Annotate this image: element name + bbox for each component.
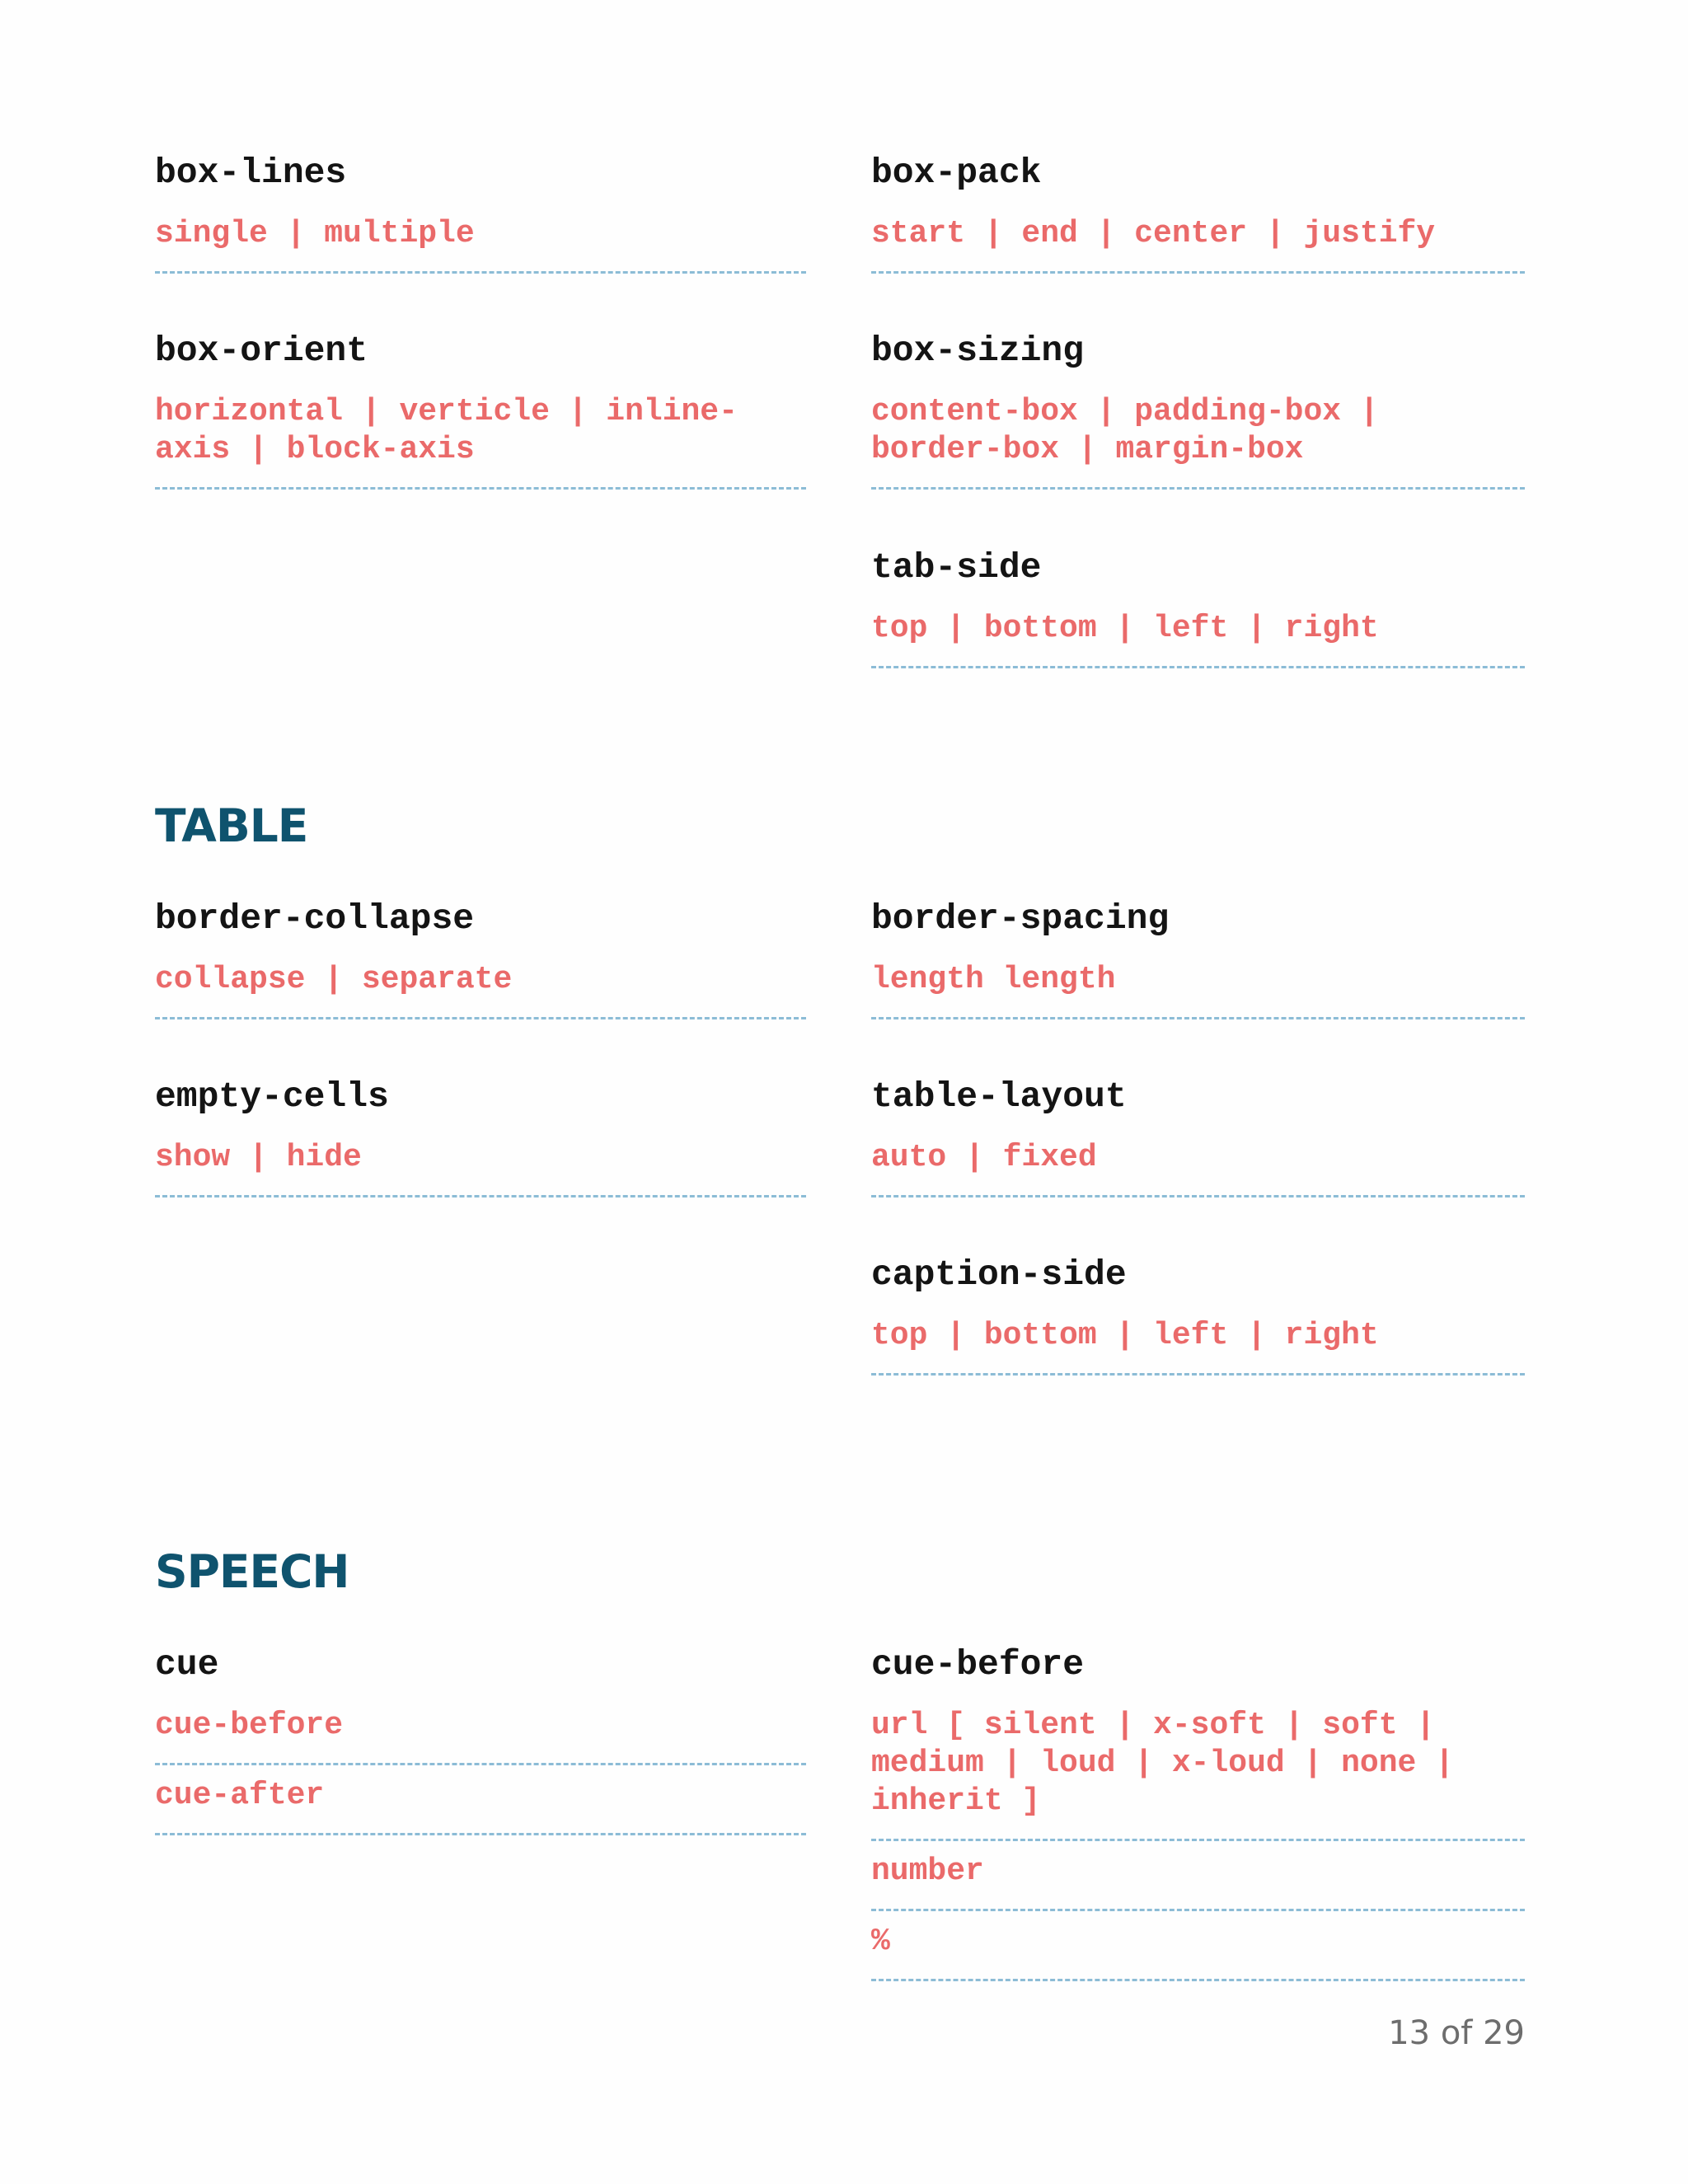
entry-border-spacing bbox=[871, 898, 1525, 1019]
property-name: box-lines bbox=[155, 152, 347, 193]
entry-table-layout bbox=[871, 1076, 1525, 1197]
section-title-speech: SPEECH bbox=[155, 1545, 349, 1598]
entry-cue-before bbox=[871, 1644, 1525, 1981]
property-name: tab-side bbox=[871, 547, 1042, 588]
property-value: cue-after bbox=[155, 1765, 806, 1835]
entry-box-orient bbox=[155, 330, 806, 490]
property-value: start | end | center | justify bbox=[871, 215, 1525, 274]
property-value: collapse | separate bbox=[155, 961, 806, 1019]
entry-cue bbox=[155, 1644, 806, 1835]
property-value: show | hide bbox=[155, 1139, 806, 1197]
property-name: box-sizing bbox=[871, 330, 1085, 371]
entry-box-sizing bbox=[871, 330, 1525, 490]
page-number: 13 of 29 bbox=[1388, 2014, 1525, 2052]
property-name: box-pack bbox=[871, 152, 1042, 193]
property-value: single | multiple bbox=[155, 215, 806, 274]
property-value: url [ silent | x-soft | soft | medium | loud | x-loud | none | inherit ] bbox=[871, 1707, 1525, 1841]
property-value: top | bottom | left | right bbox=[871, 1317, 1525, 1376]
property-value: horizontal | verticle | inline- axis | block-axis bbox=[155, 393, 806, 490]
property-name: border-collapse bbox=[155, 898, 475, 939]
property-name: box-orient bbox=[155, 330, 368, 371]
entry-box-lines bbox=[155, 152, 806, 274]
property-name: table-layout bbox=[871, 1076, 1127, 1117]
property-value: length length bbox=[871, 961, 1525, 1019]
entry-box-pack bbox=[871, 152, 1525, 274]
property-value: cue-before bbox=[155, 1707, 806, 1765]
entry-border-collapse bbox=[155, 898, 806, 1019]
property-name: empty-cells bbox=[155, 1076, 389, 1117]
property-name: cue bbox=[155, 1644, 219, 1685]
property-value: auto | fixed bbox=[871, 1139, 1525, 1197]
entry-tab-side bbox=[871, 547, 1525, 668]
entry-caption-side bbox=[871, 1254, 1525, 1376]
property-value: content-box | padding-box | border-box | margin-box bbox=[871, 393, 1525, 490]
property-name: cue-before bbox=[871, 1644, 1085, 1685]
property-value: top | bottom | left | right bbox=[871, 610, 1525, 668]
section-title-table: TABLE bbox=[155, 799, 308, 852]
property-value: % bbox=[871, 1911, 1525, 1981]
entry-empty-cells bbox=[155, 1076, 806, 1197]
property-value: number bbox=[871, 1841, 1525, 1911]
property-name: border-spacing bbox=[871, 898, 1170, 939]
property-name: caption-side bbox=[871, 1254, 1127, 1295]
